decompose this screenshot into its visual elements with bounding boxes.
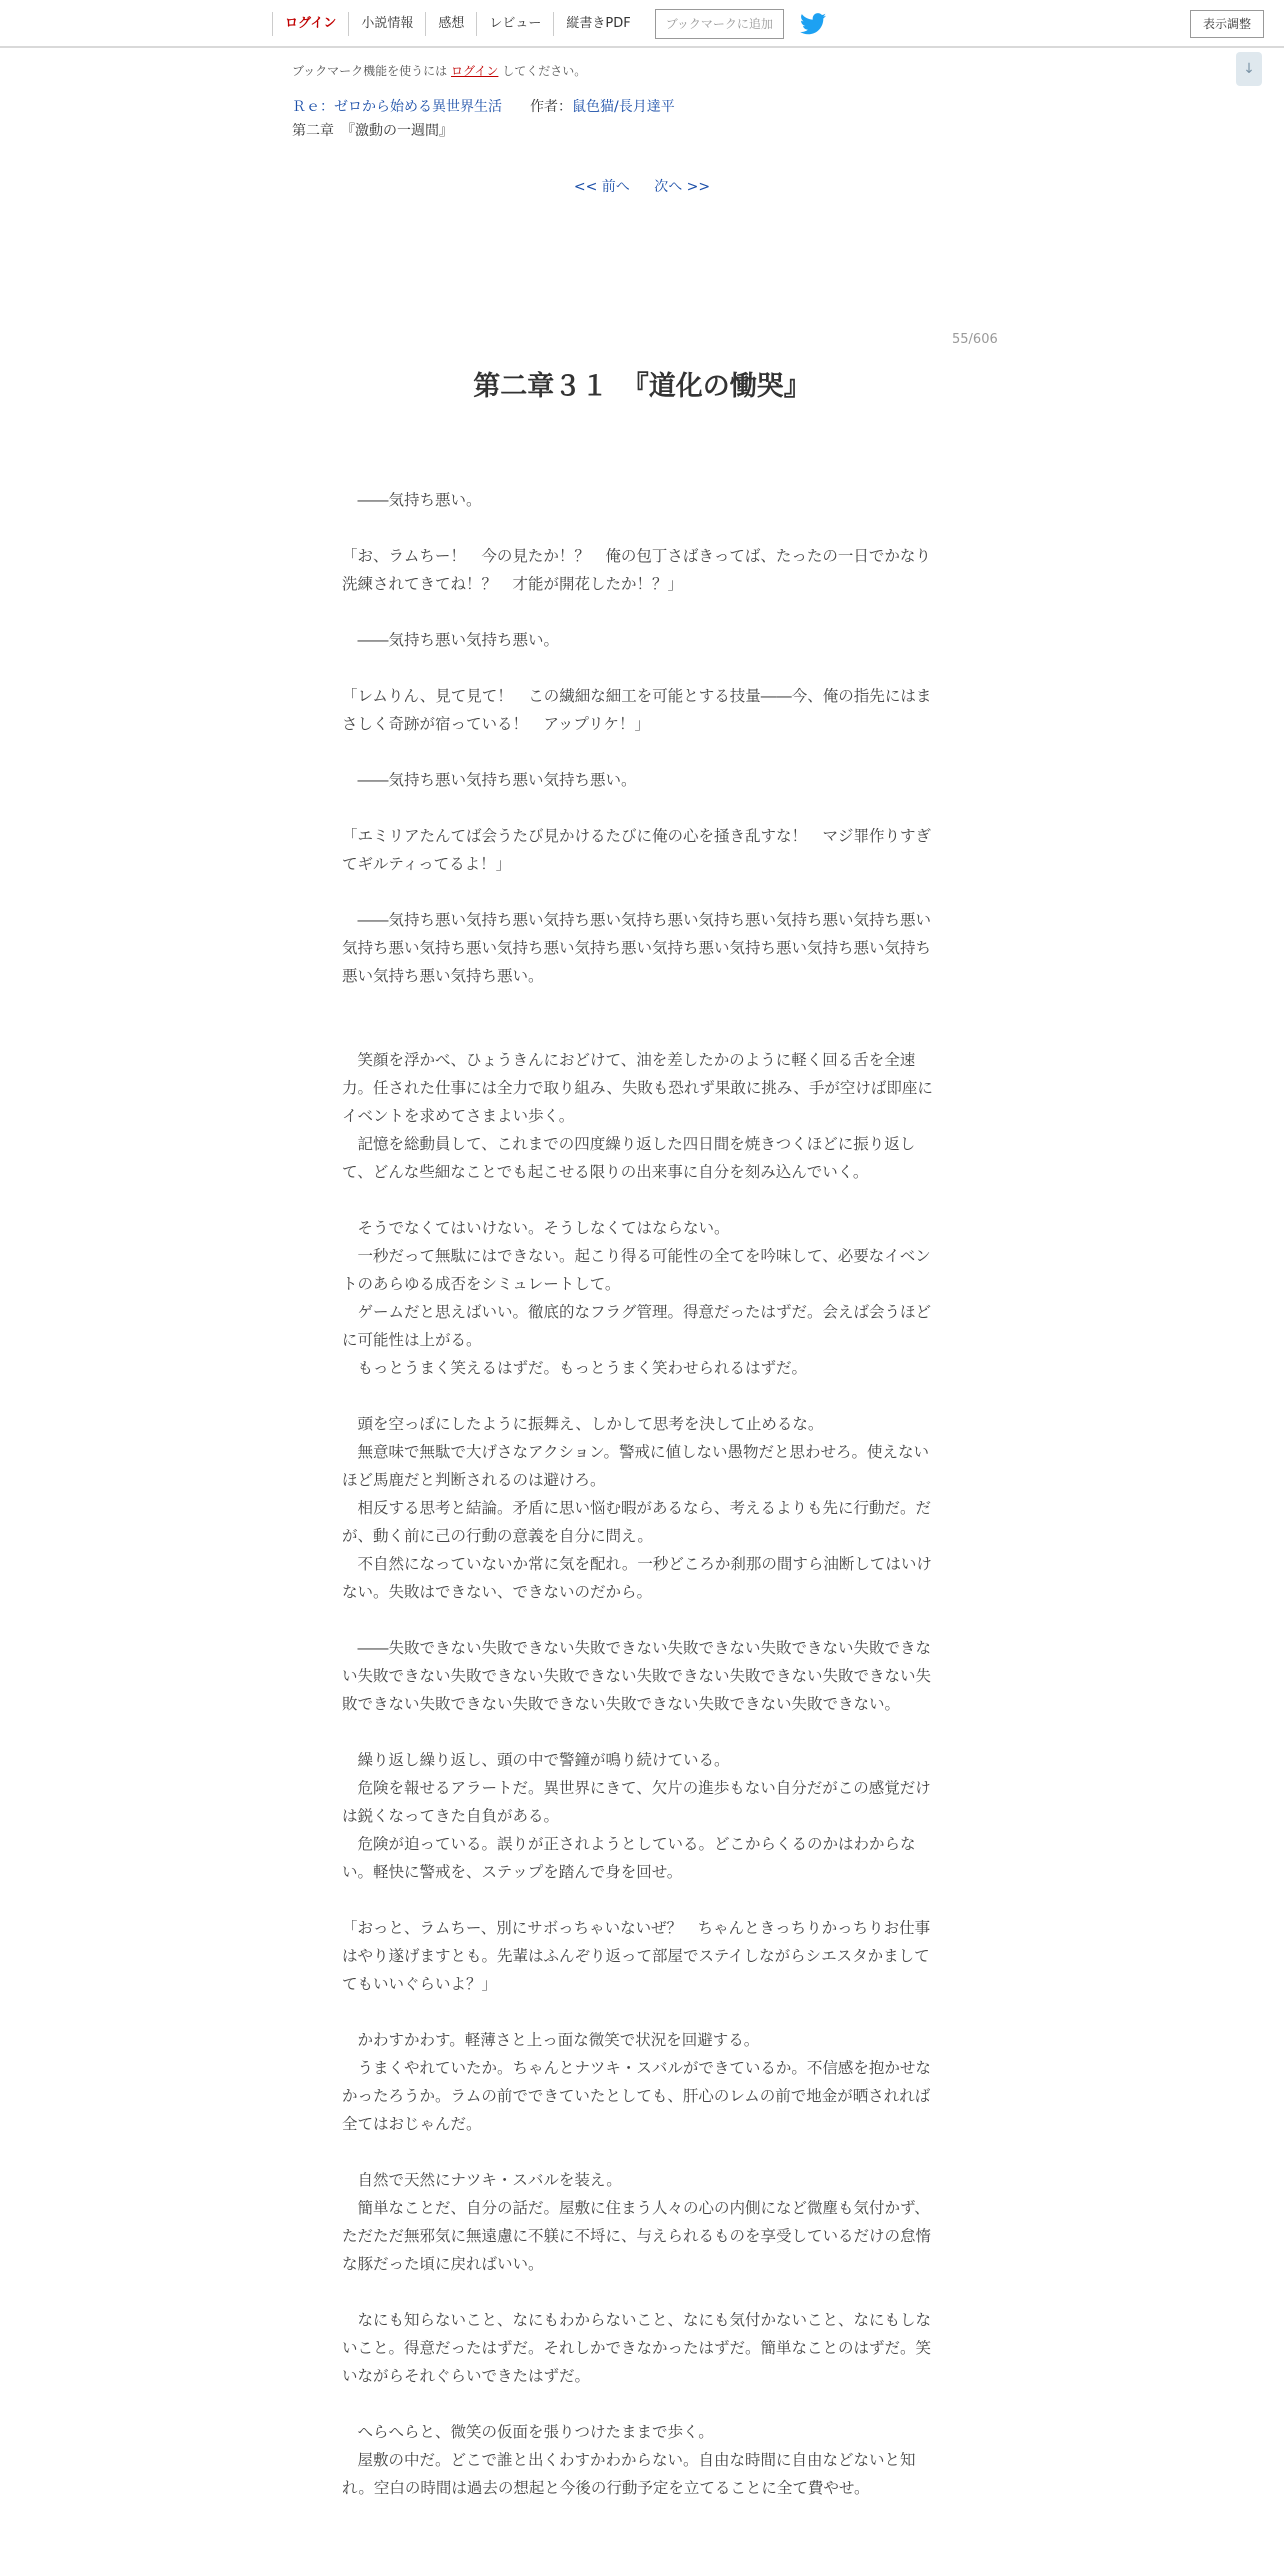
add-bookmark-button[interactable]: ブックマークに追加 bbox=[655, 9, 784, 39]
body-paragraph: 笑顔を浮かべ、ひょうきんにおどけて、油を差したかのように軽く回る舌を全速力。任された仕事には全力で取り組み、失敗も恐れず果敢に挑み、手が空けば即座にイベントを求めてさまよい歩く。 bbox=[342, 1051, 933, 1125]
display-settings-button[interactable]: 表示調整 bbox=[1190, 10, 1264, 38]
review-link[interactable]: レビュー bbox=[476, 12, 553, 36]
body-paragraph: 危険を報せるアラートだ。異世界にきて、欠片の進歩もない自分だがこの感覚だけは鋭くなってきた自負がある。 bbox=[342, 1779, 931, 1825]
prev-page-link[interactable]: << 前へ bbox=[573, 179, 630, 195]
login-notice bbox=[292, 62, 586, 79]
body-paragraph: へらへらと、微笑の仮面を張りつけたままで歩く。 bbox=[342, 2423, 714, 2441]
body-paragraph bbox=[342, 1382, 938, 1410]
body-paragraph: ――気持ち悪い。 bbox=[342, 491, 482, 509]
body-paragraph: 繰り返し繰り返し、頭の中で警鐘が鳴り続けている。 bbox=[342, 1751, 730, 1769]
body-paragraph: 頭を空っぽにしたように振舞え、しかして思考を決して止めるな。 bbox=[342, 1415, 824, 1433]
episode-title: 第二章３１ 『道化の慟哭』 bbox=[473, 371, 811, 402]
body-paragraph bbox=[342, 654, 938, 682]
author-link[interactable]: 鼠色猫/長月達平 bbox=[572, 99, 675, 115]
body-paragraph: ――失敗できない失敗できない失敗できない失敗できない失敗できない失敗できない失敗できない失敗できない失敗できない失敗できない失敗できない失敗できない失敗できない失敗できない失敗できない失敗できない失敗できない失敗できない。 bbox=[342, 1639, 932, 1713]
series-info bbox=[292, 96, 675, 116]
body-paragraph: 「レムりん、見て見て！ この繊細な細工を可能とする技量――今、俺の指先にはまさしく奇跡が宿っている！ アップリケ！」 bbox=[342, 687, 932, 733]
author-label: 作者： bbox=[530, 99, 572, 115]
impressions-link[interactable]: 感想 bbox=[425, 12, 476, 36]
body-paragraph bbox=[342, 1606, 938, 1634]
body-paragraph bbox=[342, 738, 938, 766]
body-paragraph: ゲームだと思えばいい。徹底的なフラグ管理。得意だったはずだ。会えば会うほどに可能性は上がる。 bbox=[342, 1303, 932, 1349]
body-paragraph: そうでなくてはいけない。そうしなくてはならない。 bbox=[342, 1219, 730, 1237]
body-paragraph bbox=[342, 990, 938, 1018]
twitter-bird-icon[interactable] bbox=[800, 13, 826, 35]
main-nav bbox=[272, 0, 826, 48]
novel-info-link[interactable]: 小説情報 bbox=[348, 12, 425, 36]
next-page-link[interactable]: 次へ >> bbox=[654, 179, 711, 195]
top-navigation-bar bbox=[0, 0, 1284, 48]
body-paragraph bbox=[342, 598, 938, 626]
body-paragraph: 危険が迫っている。誤りが正されようとしている。どこからくるのかはわからない。軽快に警戒を、ステップを踏んで身を回せ。 bbox=[342, 1835, 916, 1881]
body-paragraph bbox=[342, 1018, 938, 1046]
chapter-title: 第二章 『激動の一週間』 bbox=[292, 123, 453, 139]
body-paragraph: 不自然になっていないか常に気を配れ。一秒どころか刹那の間すら油断してはいけない。失敗はできない、できないのだから。 bbox=[342, 1555, 932, 1601]
login-notice-link[interactable]: ログイン bbox=[451, 64, 499, 78]
body-paragraph: もっとうまく笑えるはずだ。もっとうまく笑わせられるはずだ。 bbox=[342, 1359, 808, 1377]
body-paragraph: うまくやれていたか。ちゃんとナツキ・スバルができているか。不信感を抱かせなかったろうか。ラムの前でできていたとしても、肝心のレムの前で地金が晒されれば全てはおじゃんだ。 bbox=[342, 2059, 931, 2133]
body-paragraph: 一秒だって無駄にはできない。起こり得る可能性の全てを吟味して、必要なイベントのあらゆる成否をシミュレートして。 bbox=[342, 1247, 931, 1293]
body-paragraph bbox=[342, 2138, 938, 2166]
body-paragraph bbox=[342, 1186, 938, 1214]
body-paragraph bbox=[342, 2278, 938, 2306]
body-paragraph: 無意味で無駄で大げさなアクション。警戒に値しない愚物だと思わせろ。使えないほど馬鹿だと判断されるのは避けろ。 bbox=[342, 1443, 929, 1489]
login-notice-text: ブックマーク機能を使うには bbox=[292, 64, 448, 78]
body-paragraph bbox=[342, 2390, 938, 2418]
body-paragraph bbox=[342, 514, 938, 542]
body-paragraph bbox=[342, 1886, 938, 1914]
body-paragraph: 相反する思考と結論。矛盾に思い悩む暇があるなら、考えるよりも先に行動だ。だが、動く前に己の行動の意義を自分に問え。 bbox=[342, 1499, 932, 1545]
vertical-pdf-link[interactable]: 縦書きPDF bbox=[553, 12, 642, 36]
body-paragraph: 記憶を総動員して、これまでの四度繰り返した四日間を焼きつくほどに振り返して、どんな些細なことでも起こせる限りの出来事に自分を刻み込んでいく。 bbox=[342, 1135, 916, 1181]
login-link[interactable]: ログイン bbox=[272, 12, 348, 36]
login-notice-suffix: してください。 bbox=[502, 64, 587, 78]
body-paragraph: 「おっと、ラムちー、別にサボっちゃいないぜ？ ちゃんときっちりかっちりお仕事はやり遂げますとも。先輩はふんぞり返って部屋でステイしながらシエスタかましててもいいぐらいよ？」 bbox=[342, 1919, 931, 1993]
pager bbox=[0, 176, 1284, 196]
body-paragraph: なにも知らないこと、なにもわからないこと、なにも気付かないこと、なにもしないこと。得意だったはずだ。それしかできなかったはずだ。簡単なことのはずだ。笑いながらそれぐらいできたはずだ。 bbox=[342, 2311, 932, 2385]
body-paragraph: 「エミリアたんてば会うたび見かけるたびに俺の心を掻き乱すな！ マジ罪作りすぎてギルティってるよ！」 bbox=[342, 827, 932, 873]
body-paragraph bbox=[342, 1718, 938, 1746]
body-paragraph: ――気持ち悪い気持ち悪い気持ち悪い気持ち悪い気持ち悪い気持ち悪い気持ち悪い気持ち悪い気持ち悪い気持ち悪い気持ち悪い気持ち悪い気持ち悪い気持ち悪い気持ち悪い気持ち悪い気持ち悪い。 bbox=[342, 911, 932, 985]
body-paragraph: 屋敷の中だ。どこで誰と出くわすかわからない。自由な時間に自由などないと知れ。空白の時間は過去の想起と今後の行動予定を立てることに全て費やせ。 bbox=[342, 2451, 916, 2497]
novel-body bbox=[342, 486, 938, 2502]
body-paragraph: かわすかわす。軽薄さと上っ面な微笑で状況を回避する。 bbox=[342, 2031, 760, 2049]
body-paragraph bbox=[342, 1998, 938, 2026]
body-paragraph: ――気持ち悪い気持ち悪い。 bbox=[342, 631, 560, 649]
scroll-down-tab[interactable]: ↓ bbox=[1236, 52, 1262, 86]
body-paragraph: 自然で天然にナツキ・スバルを装え。 bbox=[342, 2171, 622, 2189]
body-paragraph bbox=[342, 878, 938, 906]
body-paragraph: 「お、ラムちー！ 今の見たか！？ 俺の包丁さばきってば、たったの一日でかなり洗練されてきてね！？ 才能が開花したか！？」 bbox=[342, 547, 931, 593]
body-paragraph: 簡単なことだ、自分の話だ。屋敷に住まう人々の心の内側になど微塵も気付かず、ただただ無邪気に無遠慮に不躾に不埒に、与えられるものを享受しているだけの怠惰な豚だった頃に戻ればいい。 bbox=[342, 2199, 932, 2273]
body-paragraph: ――気持ち悪い気持ち悪い気持ち悪い。 bbox=[342, 771, 637, 789]
page-count: 55/606 bbox=[952, 332, 998, 347]
body-paragraph bbox=[342, 794, 938, 822]
series-title-link[interactable]: Ｒｅ：ゼロから始める異世界生活 bbox=[292, 99, 502, 115]
